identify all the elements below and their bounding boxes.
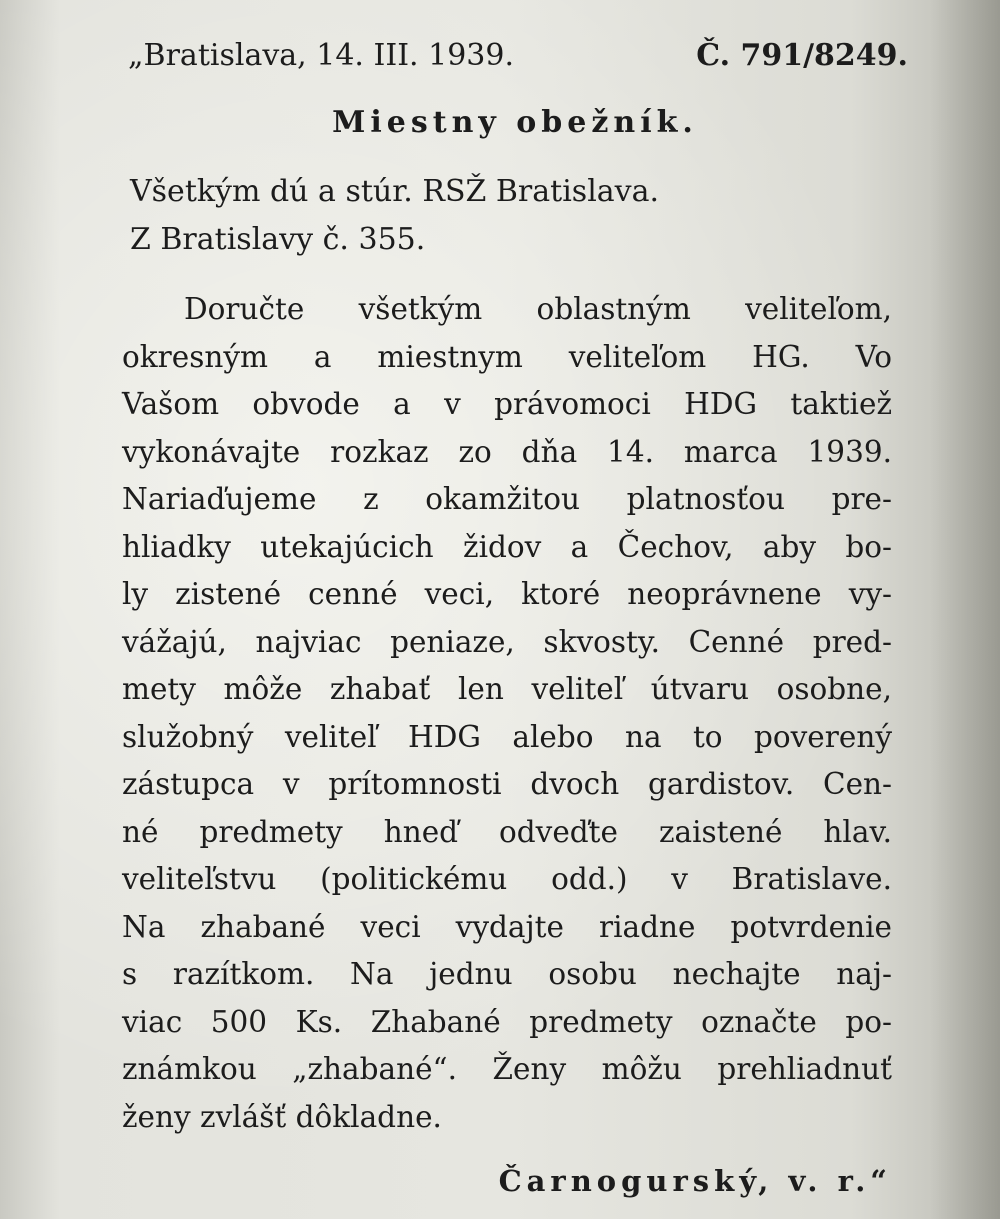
body-line: ly zistené cenné veci, ktoré neoprávnene vy- <box>122 577 892 611</box>
body-line: okresným a miestnym veliteľom HG. Vo <box>122 339 892 374</box>
body-line: mety môže zhabať len veliteľ útvaru osobne, <box>122 672 892 706</box>
body-line: vykonávajte rozkaz zo dňa 14. marca 1939. <box>122 434 892 469</box>
place-and-date: „Bratislava, 14. III. 1939. <box>128 38 515 73</box>
body-line: Nariaďujeme z okamžitou platnosťou pre- <box>122 482 892 516</box>
origin-line: Z Bratislavy č. 355. <box>130 222 426 257</box>
circular-title: Miestny obežník. <box>332 105 698 140</box>
body-line: zástupca v prítomnosti dvoch gardistov. Cen- <box>122 767 892 801</box>
body-line: Doručte všetkým oblastným veliteľom, <box>184 292 892 326</box>
body-line: Na zhabané veci vydajte riadne potvrdenie <box>122 909 892 944</box>
signature: Čarnogurský, v. r.“ <box>498 1164 892 1198</box>
body-line: viac 500 Ks. Zhabané predmety označte po- <box>122 1004 892 1039</box>
body-line: s razítkom. Na jednu osobu nechajte naj- <box>122 957 892 991</box>
addressee-block <box>130 168 659 264</box>
body-line: né predmety hneď odveďte zaistené hlav. <box>122 814 892 849</box>
body-line: hliadky utekajúcich židov a Čechov, aby bo- <box>122 529 892 564</box>
reference-number: Č. 791/8249. <box>696 38 908 73</box>
body-line: Vašom obvode a v právomoci HDG taktiež <box>122 387 892 421</box>
body-line: vážajú, najviac peniaze, skvosty. Cenné pred- <box>122 624 892 659</box>
addressee-line: Všetkým dú a stúr. RSŽ Bratislava. <box>130 174 660 209</box>
order-body <box>122 286 892 1141</box>
body-line: známkou „zhabané“. Ženy môžu prehliadnuť <box>122 1052 892 1086</box>
document-header <box>128 36 908 76</box>
body-line: služobný veliteľ HDG alebo na to poverený <box>122 719 892 754</box>
body-line: veliteľstvu (politickému odd.) v Bratislave. <box>122 862 892 896</box>
body-line: ženy zvlášť dôkladne. <box>122 1099 442 1134</box>
